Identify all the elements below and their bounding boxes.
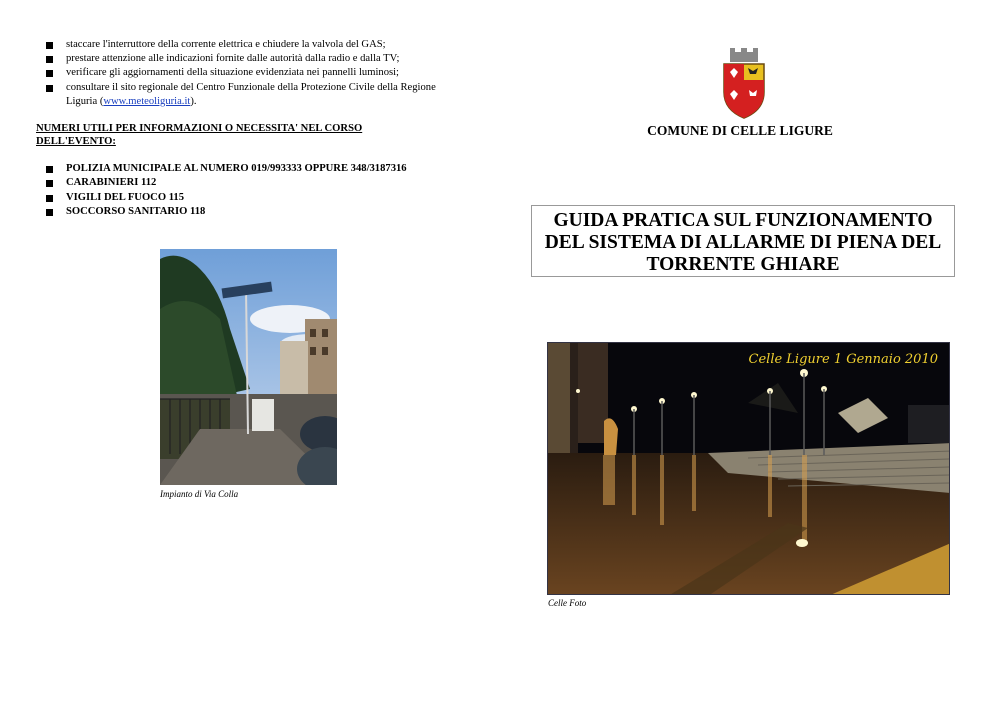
crest-icon bbox=[716, 46, 772, 122]
photo-caption: Celle Foto bbox=[548, 598, 587, 608]
list-item: prestare attenzione alle indicazioni fornite dalle autorità dalla radio e dalla TV; bbox=[36, 52, 466, 66]
phone-list bbox=[36, 162, 466, 219]
useful-numbers-heading: NUMERI UTILI PER INFORMAZIONI O NECESSITA' NEL CORSO DELL'EVENTO: bbox=[36, 123, 363, 147]
page-title: GUIDA PRATICA SUL FUNZIONAMENTO DEL SISTEMA DI ALLARME DI PIENA DEL TORRENTE GHIARE bbox=[531, 205, 955, 277]
list-item: POLIZIA MUNICIPALE AL NUMERO 019/993333 OPPURE 348/3187316 bbox=[36, 162, 466, 176]
list-item: staccare l'interruttore della corrente elettrica e chiudere la valvola del GAS; bbox=[36, 38, 466, 52]
meteoliguria-link[interactable]: www.meteoliguria.it bbox=[103, 95, 191, 107]
list-item: SOCCORSO SANITARIO 118 bbox=[36, 205, 466, 219]
list-item: CARABINIERI 112 bbox=[36, 176, 466, 190]
list-item: consultare il sito regionale del Centro Funzionale della Protezione Civile della Regione Liguria (www.meteoliguria.it). bbox=[36, 81, 466, 109]
photo-overlay-text: Celle Ligure 1 Gennaio 2010 bbox=[748, 352, 938, 367]
municipality-name: COMUNE DI CELLE LIGURE bbox=[647, 123, 833, 138]
photo-caption: Impianto di Via Colla bbox=[160, 489, 239, 499]
list-item: VIGILI DEL FUOCO 115 bbox=[36, 191, 466, 205]
flood-photo bbox=[547, 342, 950, 595]
list-item: verificare gli aggiornamenti della situazione evidenziata nei pannelli luminosi; bbox=[36, 66, 466, 80]
via-colla-photo bbox=[160, 249, 337, 485]
instruction-list bbox=[36, 38, 466, 109]
